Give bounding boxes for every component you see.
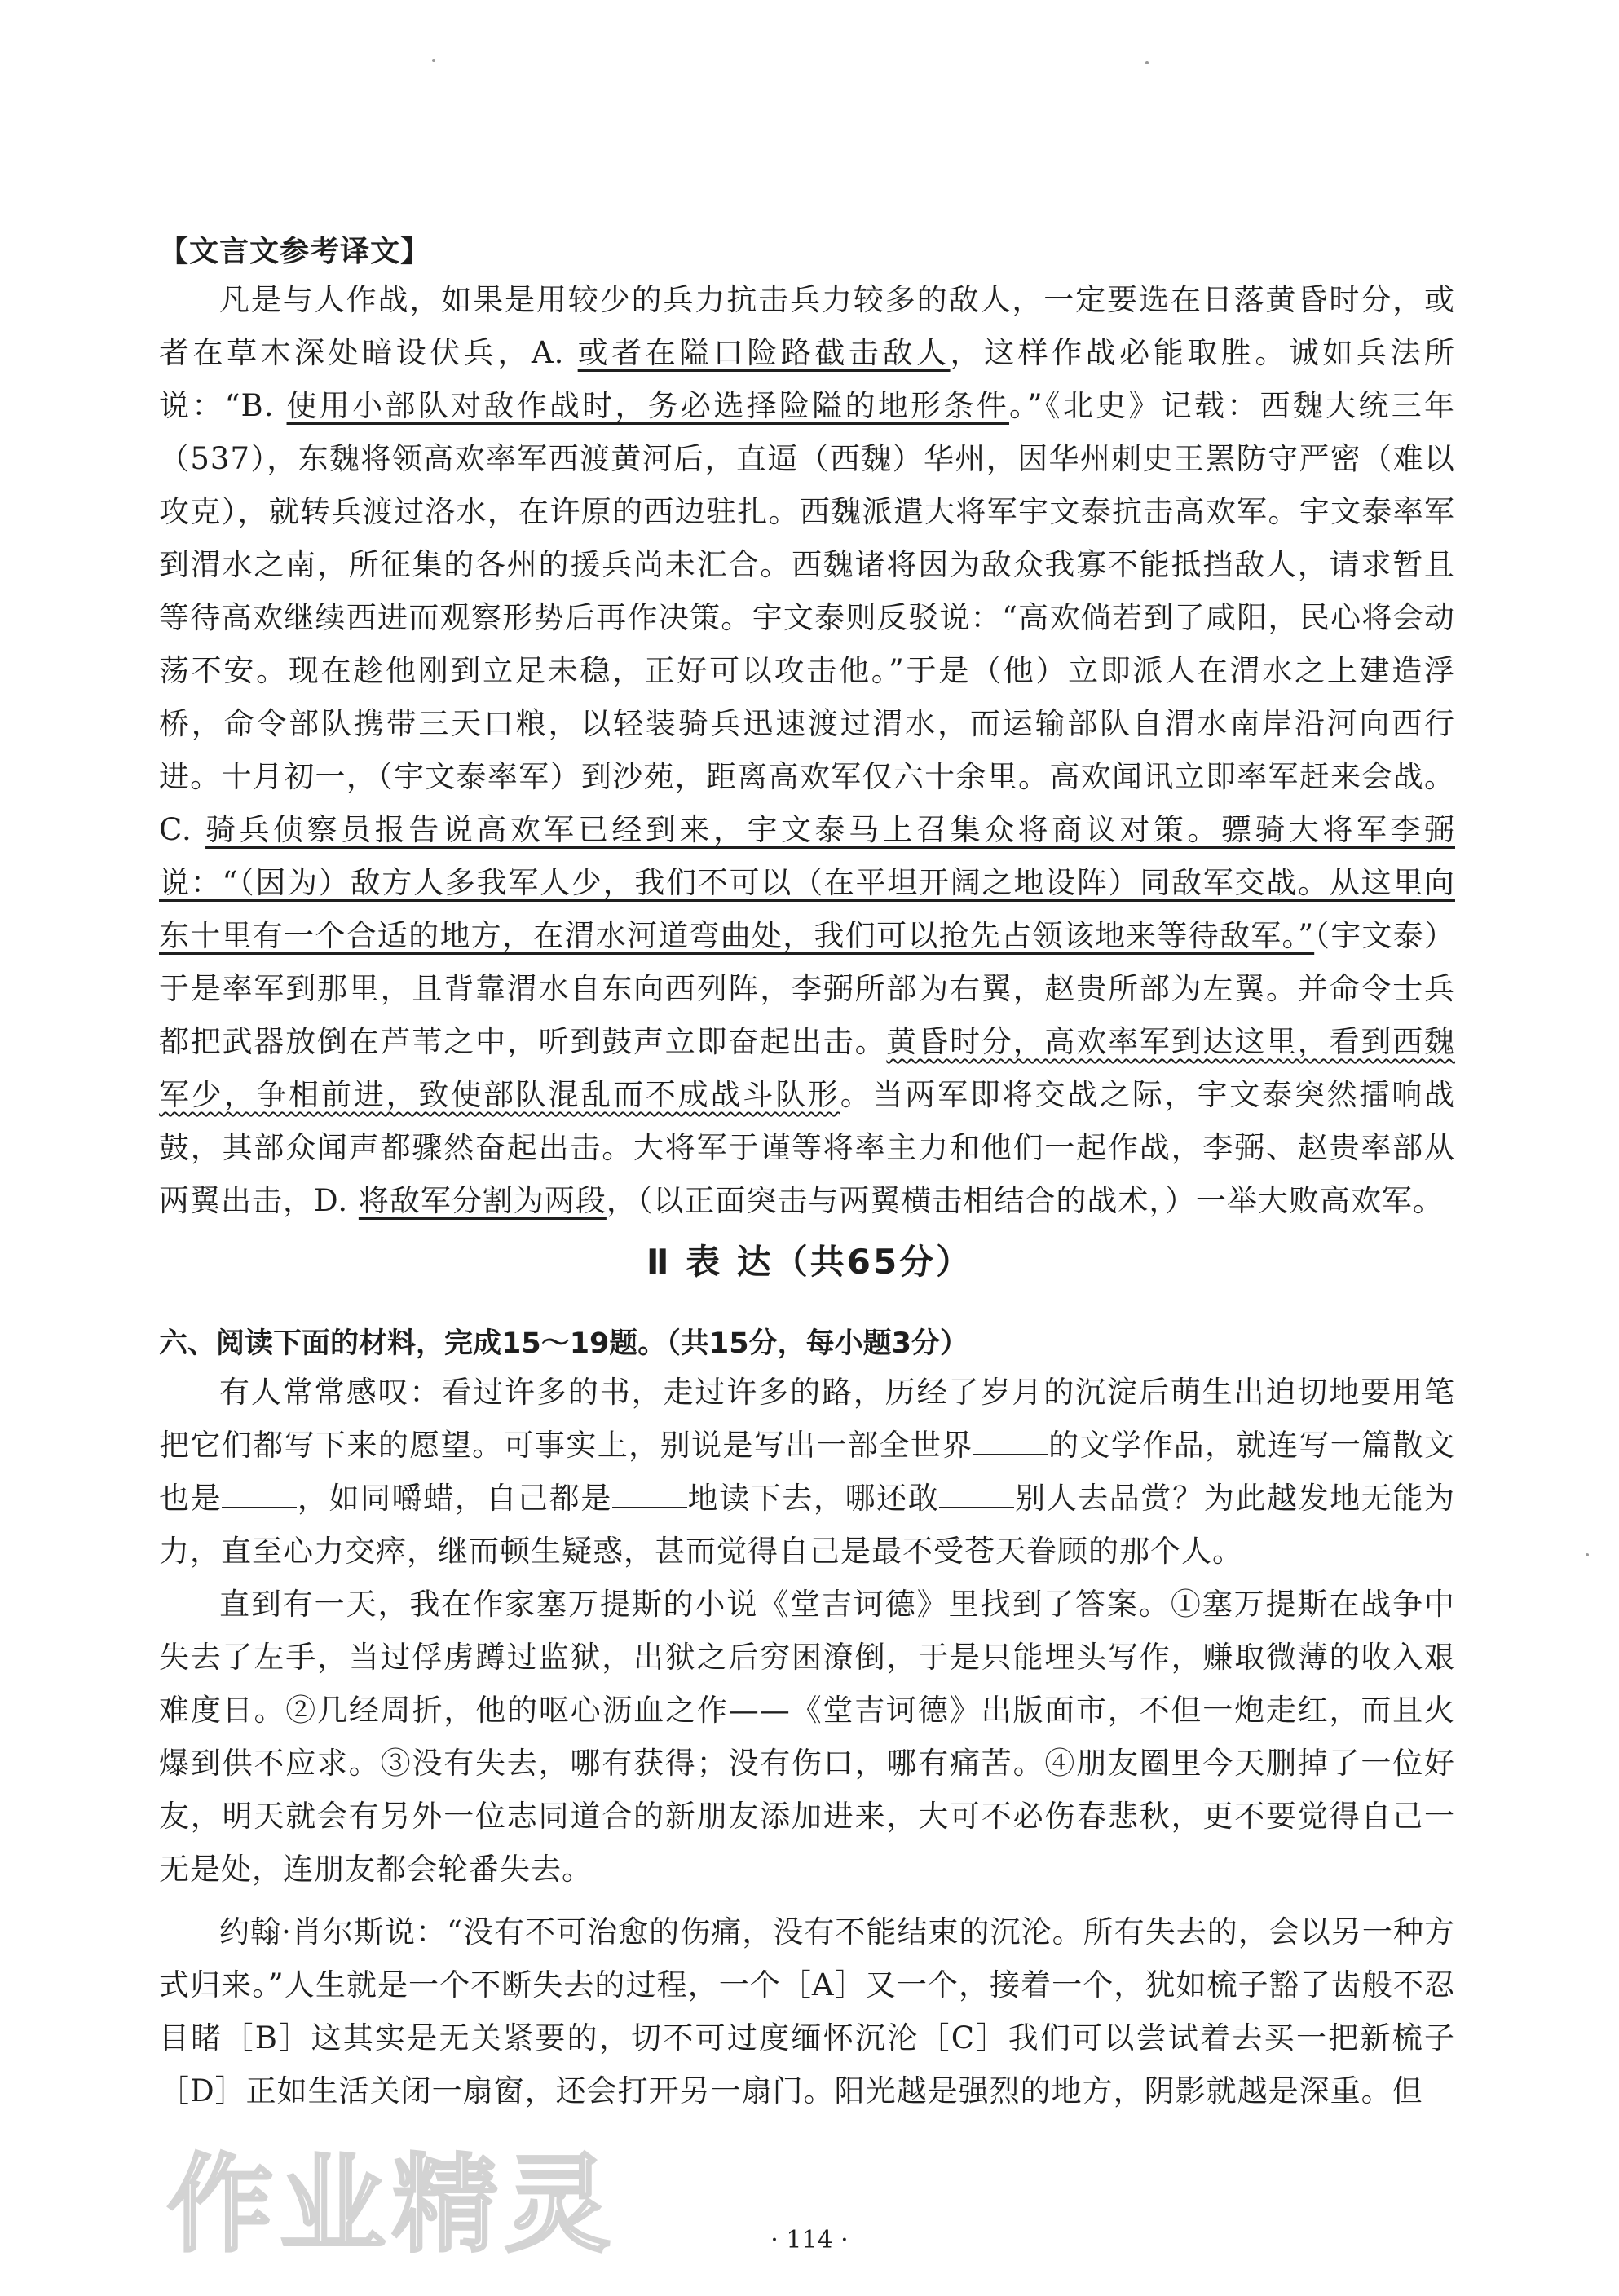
option-c-underlined: 骑兵侦察员报告说高欢军已经到来，宇文泰马上召集众将商议对策。骠骑大将军李弼说：“（因为）敌方人多我军人少，我们不可以（在平坦开阔之地设阵）同敌军交战。从这里向东十里有一个合适的地方，在渭水河道弯曲处，我们可以抢先占领该地来等待敌军。” — [159, 812, 1456, 953]
scan-speck — [1586, 1553, 1589, 1556]
section-title: 【文言文参考译文】 — [159, 235, 431, 268]
option-d-underlined: 将敌军分割为两段 — [358, 1183, 607, 1218]
option-a-label: A. — [531, 335, 578, 370]
fill-blank — [612, 1482, 687, 1508]
text-run: 。”《北史》记载：西魏大统三年（537），东魏将领高欢率军西渡黄河后，直逼（西魏）华州，因华州刺史王罴防守严密（难以攻克），就转兵渡过洛水，在许原的西边驻扎。西魏派遣大将军宇文泰抗击高欢军。宇文泰率军到渭水之南，所征集的各州的援兵尚未汇合。西魏诸将因为敌众我寡不能抵挡敌人，请求暂且等待高欢继续西进而观察形势后再作决策。宇文泰则反驳说：“高欢倘若到了咸阳，民心将会动荡不安。现在趁他刚到立足未稳，正好可以攻击他。”于是（他）立即派人在渭水之上建造浮桥，命令部队携带三天口粮，以轻装骑兵迅速渡过渭水，而运输部队自渭水南岸沿河向西行进。十月初一，（宇文泰率军）到沙苑，距离高欢军仅六十余里。高欢闻讯立即率军赶来会战。 — [159, 388, 1456, 794]
material-paragraph-3: 约翰·肖尔斯说：“没有不可治愈的伤痛，没有不能结束的沉沦。所有失去的，会以另一种方式归来。”人生就是一个不断失去的过程，一个［A］又一个，接着一个，犹如梳子豁了齿般不忍目睹［B］这其实是无关紧要的，切不可过度缅怀沉沦［C］我们可以尝试着去买一把新梳子［D］正如生活关闭一扇窗，还会打开另一扇门。阳光越是强烈的地方，阴影就越是深重。但 — [159, 1914, 1455, 2108]
question-header: 六、阅读下面的材料，完成15～19题。（共15分，每小题3分） — [159, 1327, 968, 1360]
scan-speck — [1145, 61, 1149, 64]
material-paragraph-1 — [159, 1366, 1455, 1578]
watermark-logo: 作业精灵 — [167, 2143, 618, 2267]
scan-speck — [432, 59, 435, 62]
translation-paragraph — [159, 273, 1455, 1227]
text-run: 有人常常感叹：看过许多的书，走过许多的路，历经了岁月的沉淀后萌生出迫切地要用笔把它们都写下来的愿望。可事实上，别说是写出一部全世界 — [159, 1375, 1455, 1463]
option-d-label: D. — [314, 1183, 359, 1218]
text-run: 别人去品赏？为此越发地无能为力，直至心力交瘁，继而顿生疑惑，甚而觉得自己是最不受苍天眷顾的那个人。 — [159, 1481, 1456, 1569]
material-text — [159, 1366, 1455, 2117]
chapter-title: Ⅱ 表 达（共65分） — [646, 1242, 973, 1282]
option-c-label: C. — [159, 812, 206, 847]
text-run: ，这样作战必能取胜。诚如兵法所说：“ — [159, 335, 1456, 423]
text-run: ，如同嚼蜡，自己都是 — [297, 1481, 612, 1516]
translation-text — [159, 273, 1455, 1227]
option-b-label: B. — [240, 388, 287, 423]
text-run: ，（以正面突击与两翼横击相结合的战术，）一举大败高欢军。 — [606, 1183, 1444, 1218]
text-run: 。当两军即将交战之际，宇文泰突然擂响战鼓，其部众闻声都骤然奋起出击。大将军于谨等将率主力和他们一起作战，李弼、赵贵率部从两翼出击， — [159, 1077, 1456, 1218]
page-number: · 114 · — [770, 2226, 849, 2254]
fill-blank — [973, 1429, 1048, 1455]
text-run: 的文学作品，就连写一篇散文也是 — [159, 1428, 1456, 1516]
fill-blank — [939, 1482, 1014, 1508]
text-run: 凡是与人作战，如果是用较少的兵力抗击兵力较多的敌人，一定要选在日落黄昏时分，或者在草木深处暗设伏兵， — [159, 282, 1455, 370]
text-run: 地读下去，哪还敢 — [686, 1481, 940, 1516]
material-paragraph-2: 直到有一天，我在作家塞万提斯的小说《堂吉诃德》里找到了答案。①塞万提斯在战争中失去了左手，当过俘虏蹲过监狱，出狱之后穷困潦倒，于是只能埋头写作，赚取微薄的收入艰难度日。②几经周折，他的呕心沥血之作——《堂吉诃德》出版面市，不但一炮走红，而且火爆到供不应求。③没有失去，哪有获得；没有伤口，哪有痛苦。④朋友圈里今天删掉了一位好友，明天就会有另外一位志同道合的新朋友添加进来，大可不必伤春悲秋，更不要觉得自己一无是处，连朋友都会轮番失去。 — [159, 1587, 1455, 1887]
option-b-underlined: 使用小部队对敌作战时，务必选择险隘的地形条件 — [286, 388, 1009, 423]
text-run: （宇文泰）于是率军到那里，且背靠渭水自东向西列阵，李弼所部为右翼，赵贵所部为左翼。并命令士兵都把武器放倒在芦苇之中，听到鼓声立即奋起出击。 — [159, 918, 1456, 1059]
wavy-underlined-sentence: 黄昏时分，高欢率军到达这里，看到西魏军少，争相前进，致使部队混乱而不成战斗队形 — [159, 1024, 1456, 1112]
fill-blank — [222, 1482, 297, 1508]
option-a-underlined: 或者在隘口险路截击敌人 — [577, 335, 951, 370]
